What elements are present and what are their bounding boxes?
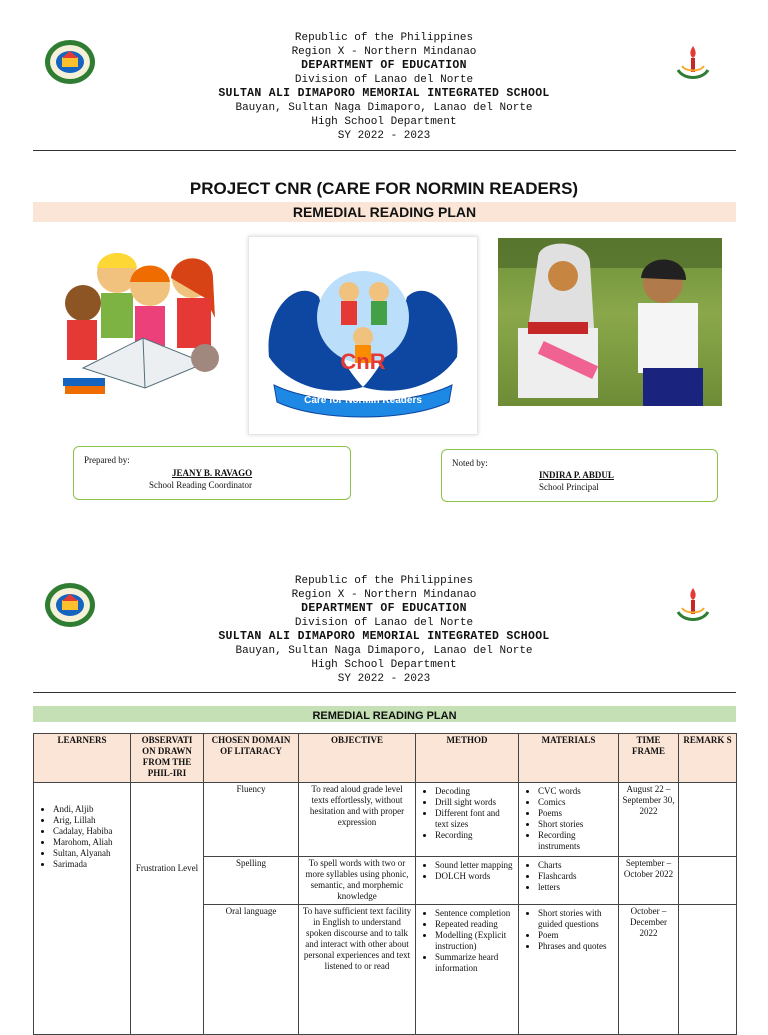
header-department-level: High School Department [311,116,457,128]
col-header-objective: OBJECTIVE [299,734,416,783]
domain-cell: Spelling [204,857,299,905]
prepared-by-label: Prepared by: [84,455,130,465]
materials-cell [519,857,619,905]
noted-by-label: Noted by: [452,458,488,468]
col-header-learners: LEARNERS [34,734,131,783]
header-republic: Republic of the Philippines [294,32,474,44]
learner-item: • Andi, Aljib [53,804,127,815]
observation-cell [131,783,204,1035]
material-item: • Comics [538,797,615,808]
method-item: • Different font and text sizes [435,808,515,830]
method-item: • Summarize heard information [435,952,515,974]
plan-subtitle-band [33,202,736,222]
project-title: PROJECT CNR (CARE FOR NORMIN READERS) [189,179,579,198]
method-item: • Sound letter mapping [435,860,515,871]
material-item: • Poem [538,930,615,941]
learner-item: • Arig, Lillah [53,815,127,826]
noted-by-name: INDIRA P. ABDUL [539,470,614,480]
header-address: Bauyan, Sultan Naga Dimaporo, Lanao del Norte [235,102,533,114]
material-item: • letters [538,882,615,893]
header-school-year: SY 2022 - 2023 [337,130,431,142]
material-item: • Phrases and quotes [538,941,615,952]
remarks-cell [679,857,737,905]
material-item: • Short stories with guided questions [538,908,615,930]
remarks-cell [679,783,737,857]
method-item: • Recording [435,830,515,841]
header-region: Region X - Northern Mindanao [291,46,477,58]
header-department: DEPARTMENT OF EDUCATION [301,59,467,72]
header-divider [33,150,736,151]
col-header-remarks: REMARK S [679,734,737,783]
method-item: • Drill sight words [435,797,515,808]
learners-cell [34,783,131,1035]
method-cell [416,905,519,1035]
materials-cell [519,783,619,857]
method-item: • Sentence completion [435,908,515,919]
method-cell [416,783,519,857]
header-division: Division of Lanao del Norte [294,74,474,86]
students-reading-photo [498,238,722,406]
material-item: • CVC words [538,786,615,797]
material-item: • Flashcards [538,871,615,882]
prepared-by-name: JEANY B. RAVAGO [172,468,253,478]
time-frame-cell: October – December 2022 [619,905,679,1035]
col-header-time-frame: TIME FRAME [619,734,679,783]
prepared-by-box [73,446,351,500]
objective-cell: To have sufficient text facility in English to understand spoken discourse and to talk and interact with other about personal experiences and text listened to or read [299,905,416,1035]
col-header-domain: CHOSEN DOMAIN OF LITARACY [204,734,299,783]
svg-text:CnR: CnR [340,349,386,374]
materials-cell [519,905,619,1035]
header-division: Division of Lanao del Norte [294,617,474,629]
objective-cell: To spell words with two or more syllables using phonic, semantic, and morphemic knowledge [299,857,416,905]
header-school: SULTAN ALI DIMAPORO MEMORIAL INTEGRATED SCHOOL [218,87,550,100]
children-reading-illustration [55,238,233,404]
col-header-observation: OBSERVATI ON DRAWN FROM THE PHIL-IRI [131,734,204,783]
domain-cell: Oral language [204,905,299,1035]
noted-by-box [441,449,718,502]
domain-cell: Fluency [204,783,299,857]
method-cell [416,857,519,905]
plan-subtitle: REMEDIAL READING PLAN [292,204,477,220]
cnr-project-logo [248,236,478,435]
observation-text: Frustration Level [135,863,199,873]
method-item: • Repeated reading [435,919,515,930]
learner-item: • Sarimada [53,859,127,870]
header-school-year: SY 2022 - 2023 [337,673,431,685]
remarks-cell [679,905,737,1035]
page1-letterhead [0,31,768,143]
time-frame-cell: August 22 – September 30, 2022 [619,783,679,857]
learner-item: • Cadalay, Habiba [53,826,127,837]
method-item: • Decoding [435,786,515,797]
prepared-by-role: School Reading Coordinator [149,480,252,490]
col-header-method: METHOD [416,734,519,783]
material-item: • Charts [538,860,615,871]
objective-cell: To read aloud grade level texts effortlessly, without hesitation and with proper expression [299,783,416,857]
table-row [34,783,737,857]
material-item: • Short stories [538,819,615,830]
material-item: • Poems [538,808,615,819]
method-item: • Modelling (Explicit instruction) [435,930,515,952]
header-region: Region X - Northern Mindanao [291,589,477,601]
plan-band-page2 [33,706,736,722]
header-republic: Republic of the Philippines [294,575,474,587]
header-address: Bauyan, Sultan Naga Dimaporo, Lanao del Norte [235,645,533,657]
header-department-level: High School Department [311,659,457,671]
method-item: • DOLCH words [435,871,515,882]
noted-by-role: School Principal [539,482,599,492]
table-header-row [34,734,737,783]
header-school: SULTAN ALI DIMAPORO MEMORIAL INTEGRATED SCHOOL [218,630,550,643]
col-header-materials: MATERIALS [519,734,619,783]
plan-band-title: REMEDIAL READING PLAN [312,710,457,722]
page2-letterhead [0,574,768,686]
cnr-logo-banner-text: Care for NorMin Readers [304,395,422,406]
remedial-plan-table [33,733,737,1035]
header-divider-page2 [33,692,736,693]
learner-item: • Marohom, Aliah [53,837,127,848]
learner-item: • Sultan, Alyanah [53,848,127,859]
time-frame-cell: September – October 2022 [619,857,679,905]
header-department: DEPARTMENT OF EDUCATION [301,602,467,615]
material-item: • Recording instruments [538,830,615,852]
